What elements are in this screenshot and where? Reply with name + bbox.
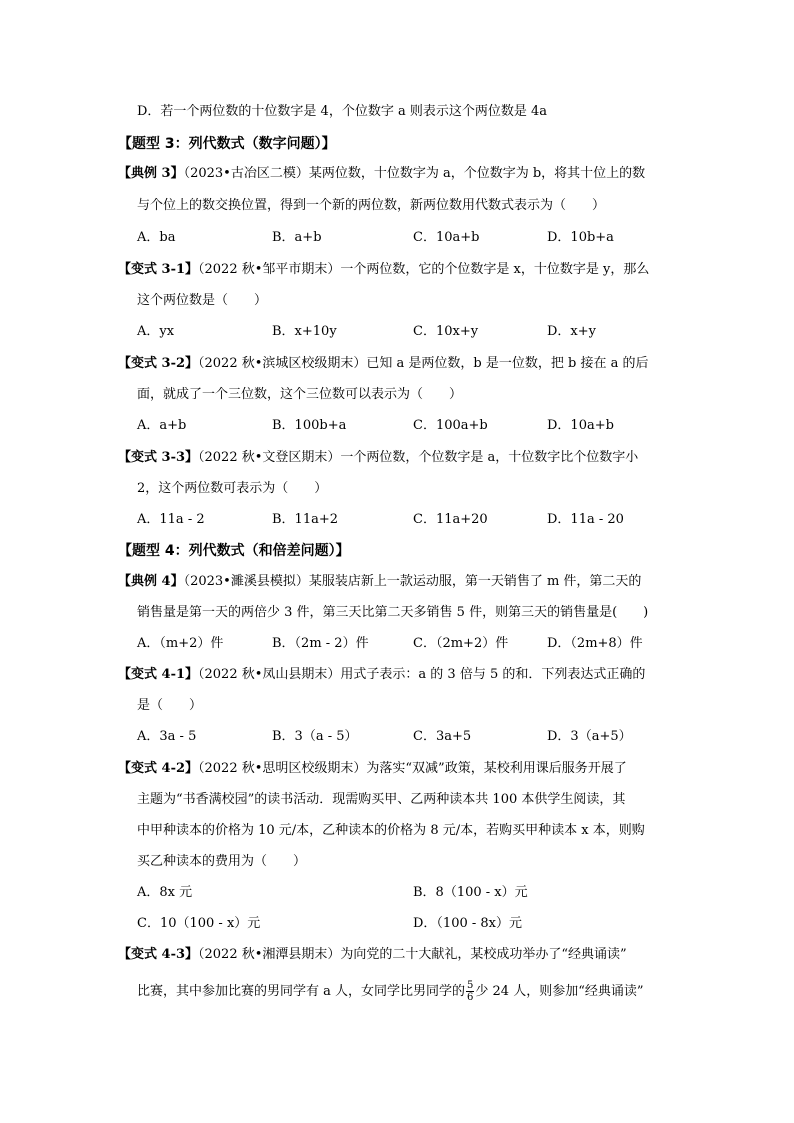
- option-c: C．100a+b: [413, 418, 488, 433]
- variant-3-3-tag: 【变式 3-3】: [118, 450, 199, 465]
- option-a: A．8x 元: [137, 885, 193, 900]
- variant-3-2: [118, 354, 648, 374]
- prev-option-d: D．若一个两位数的十位数字是 4，个位数字 a 则表示这个两位数是 4a: [137, 104, 547, 119]
- variant-4-3-line-2a: 比赛，其中参加比赛的男同学有 a 人，女同学比男同学的: [137, 984, 466, 999]
- variant-4-1: [118, 665, 645, 685]
- fraction: [466, 980, 474, 1003]
- option-d: D．（2m+8）件: [547, 636, 643, 651]
- example-4: [118, 572, 641, 592]
- option-d: D．3（a+5）: [547, 729, 632, 744]
- option-c: C．10（100 - x）元: [137, 916, 261, 931]
- variant-4-2-tag: 【变式 4-2】: [118, 761, 199, 776]
- variant-4-2-line-3: 中甲种读本的价格为 10 元/本，乙种读本的价格为 8 元/本，若购买甲种读本 x 本，则购: [137, 823, 645, 838]
- option-b: B．8（100 - x）元: [413, 885, 528, 900]
- option-d: D．x+y: [547, 324, 596, 339]
- option-c: C．（2m+2）件: [413, 636, 509, 651]
- option-c: C．3a+5: [413, 729, 472, 744]
- example-3-tag: 【典例 3】: [118, 166, 184, 181]
- option-a: A．a+b: [137, 418, 187, 433]
- option-c: C．10a+b: [413, 230, 480, 245]
- variant-4-3-tag: 【变式 4-3】: [118, 947, 199, 962]
- option-b: B．3（a - 5）: [272, 729, 358, 744]
- variant-4-1-tag: 【变式 4-1】: [118, 667, 199, 682]
- option-d: D．（100 - 8x）元: [413, 916, 522, 931]
- option-a: A．yx: [137, 324, 175, 339]
- variant-4-1-line-2: 是（ ）: [137, 698, 203, 713]
- variant-3-2-line-2: 面，就成了一个三位数，这个三位数可以表示为（ ）: [137, 387, 463, 402]
- option-d: D．11a - 20: [547, 512, 624, 527]
- section-heading-4: 【题型 4：列代数式（和倍差问题）】: [118, 543, 350, 559]
- variant-4-1-line-1: （2022 秋•凤山县期末）用式子表示：a 的 3 倍与 5 的和．下列表达式正确的: [198, 667, 646, 682]
- option-b: B．11a+2: [272, 512, 339, 527]
- fraction-numerator: 5: [467, 980, 474, 991]
- variant-4-2-line-4: 买乙种读本的费用为（ ）: [137, 854, 307, 869]
- fraction-denominator: 6: [467, 992, 474, 1003]
- variant-3-1-line-1: （2022 秋•邹平市期末）一个两位数，它的个位数字是 x，十位数字是 y，那么: [198, 262, 650, 277]
- option-b: B．100b+a: [272, 418, 347, 433]
- section-heading-3: 【题型 3：列代数式（数字问题）】: [118, 136, 336, 152]
- example-3: [118, 164, 645, 184]
- option-c: C．10x+y: [413, 324, 479, 339]
- variant-3-3-line-2: 2，这个两位数可表示为（ ）: [137, 481, 328, 496]
- variant-4-2: [118, 759, 627, 779]
- option-d: D．10a+b: [547, 418, 614, 433]
- variant-3-2-line-1: （2022 秋•滨城区校级期末）已知 a 是两位数，b 是一位数，把 b 接在 a 的后: [198, 356, 649, 371]
- option-b: B．x+10y: [272, 324, 337, 339]
- example-3-line-2: 与个位上的数交换位置，得到一个新的两位数，新两位数用代数式表示为（ ）: [137, 198, 606, 213]
- option-d: D．10b+a: [547, 230, 614, 245]
- option-c: C．11a+20: [413, 512, 488, 527]
- option-a: A．ba: [137, 230, 176, 245]
- variant-3-3-line-1: （2022 秋•文登区期末）一个两位数，个位数字是 a，十位数字比个位数字小: [198, 450, 639, 465]
- variant-3-3: [118, 448, 638, 468]
- variant-4-3-line-2: [137, 980, 644, 1003]
- variant-4-3-line-1: （2022 秋•湘潭县期末）为向党的二十大献礼，某校成功举办了“经典诵读”: [198, 947, 627, 962]
- option-a: A．3a - 5: [137, 729, 197, 744]
- variant-3-1: [118, 260, 649, 280]
- example-4-line-2: 销售量是第一天的两倍少 3 件，第三天比第二天多销售 5 件，则第三天的销售量是( ): [137, 605, 649, 620]
- option-b: B．a+b: [272, 230, 322, 245]
- variant-3-2-tag: 【变式 3-2】: [118, 356, 199, 371]
- variant-4-3: [118, 945, 627, 965]
- variant-3-1-tag: 【变式 3-1】: [118, 262, 199, 277]
- option-a: A．（m+2）件: [137, 636, 224, 651]
- variant-4-3-line-2b: 少 24 人，则参加“经典诵读”: [475, 984, 644, 999]
- example-3-line-1: （2023•古冶区二模）某两位数，十位数字为 a，个位数字为 b，将其十位上的数: [183, 166, 646, 181]
- option-a: A．11a - 2: [137, 512, 205, 527]
- example-4-tag: 【典例 4】: [118, 574, 184, 589]
- variant-3-1-line-2: 这个两位数是（ ）: [137, 293, 268, 308]
- example-4-line-1: （2023•濉溪县模拟）某服装店新上一款运动服，第一天销售了 m 件，第二天的: [183, 574, 642, 589]
- option-b: B．（2m - 2）件: [272, 636, 369, 651]
- variant-4-2-line-1: （2022 秋•思明区校级期末）为落实“双减”政策，某校利用课后服务开展了: [198, 761, 627, 776]
- variant-4-2-line-2: 主题为“书香满校园”的读书活动．现需购买甲、乙两种读本共 100 本供学生阅读，其: [137, 792, 626, 807]
